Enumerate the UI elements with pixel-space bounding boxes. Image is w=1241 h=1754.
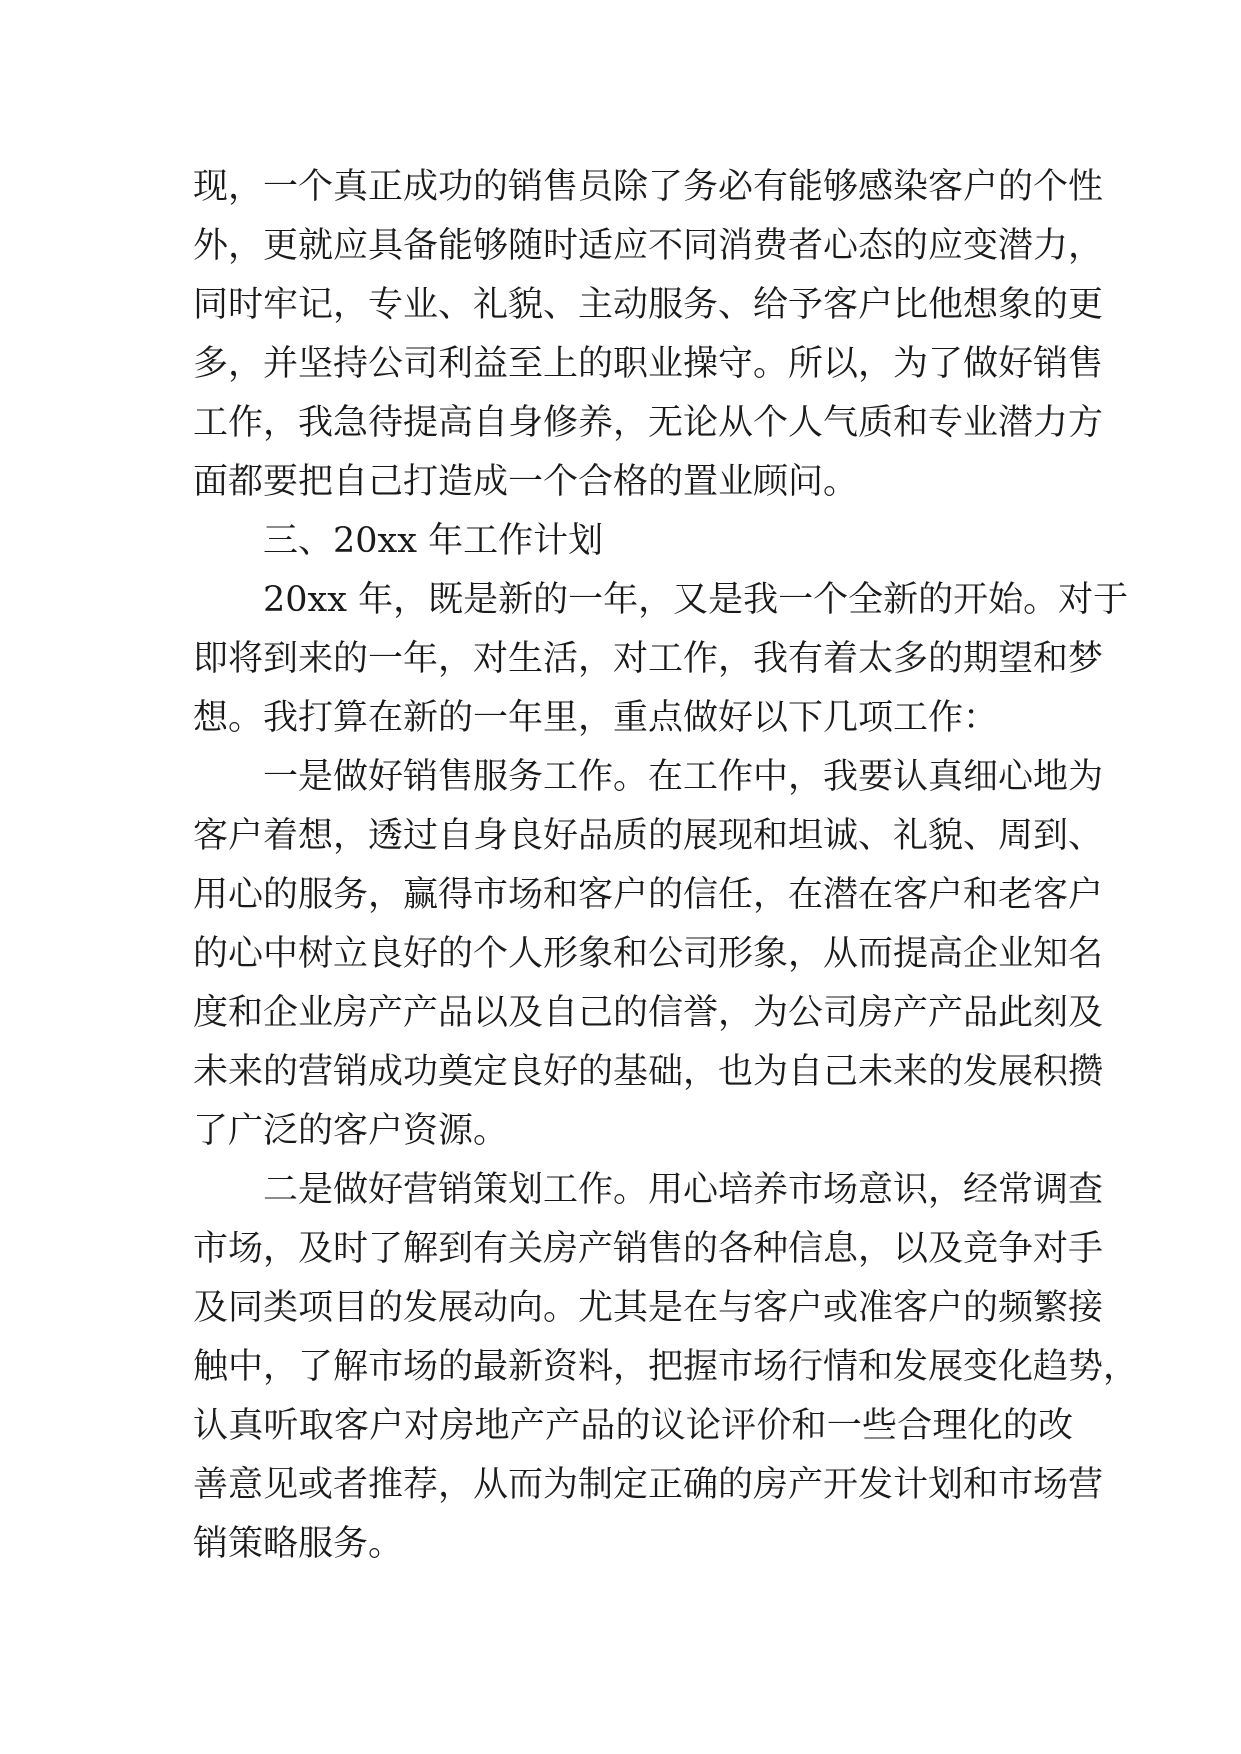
paragraph-line: 工作，我急待提高自身修养，无论从个人气质和专业潜力方 xyxy=(193,403,1104,443)
paragraph-line: 认真听取客户对房地产产品的议论评价和一些合理化的改 xyxy=(193,1406,1073,1446)
paragraph-line: 客户着想，透过自身良好品质的展现和坦诚、礼貌、周到、 xyxy=(193,816,1104,856)
body-text xyxy=(193,158,1139,1574)
paragraph-line: 未来的营销成功奠定良好的基础，也为自己未来的发展积攒 xyxy=(193,1052,1104,1092)
paragraph-line: 一是做好销售服务工作。在工作中，我要认真细心地为 xyxy=(263,757,1104,797)
paragraph-line: 了广泛的客户资源。 xyxy=(193,1111,509,1151)
paragraph-line: 多，并坚持公司利益至上的职业操守。所以，为了做好销售 xyxy=(193,344,1104,384)
paragraph-line: 的心中树立良好的个人形象和公司形象，从而提高企业知名 xyxy=(193,934,1104,974)
paragraph-line: 用心的服务，赢得市场和客户的信任，在潜在客户和老客户 xyxy=(193,875,1104,915)
paragraph-line: 销策略服务。 xyxy=(193,1524,404,1564)
paragraph-line: 二是做好营销策划工作。用心培养市场意识，经常调查 xyxy=(263,1170,1104,1210)
section-heading: 三、20xx 年工作计划 xyxy=(263,521,604,561)
paragraph-line: 及同类项目的发展动向。尤其是在与客户或准客户的频繁接 xyxy=(193,1288,1104,1328)
paragraph-line: 即将到来的一年，对生活，对工作，我有着太多的期望和梦 xyxy=(193,639,1104,679)
paragraph-line: 面都要把自己打造成一个合格的置业顾问。 xyxy=(193,462,859,502)
paragraph-line: 现，一个真正成功的销售员除了务必有能够感染客户的个性 xyxy=(193,167,1104,207)
paragraph-line: 度和企业房产产品以及自己的信誉，为公司房产产品此刻及 xyxy=(193,993,1104,1033)
paragraph-line: 同时牢记，专业、礼貌、主动服务、给予客户比他想象的更 xyxy=(193,285,1104,325)
paragraph-line: 想。我打算在新的一年里，重点做好以下几项工作： xyxy=(193,698,999,738)
paragraph-line: 20xx 年，既是新的一年，又是我一个全新的开始。对于 xyxy=(263,580,1129,620)
paragraph-line: 市场，及时了解到有关房产销售的各种信息，以及竞争对手 xyxy=(193,1229,1104,1269)
paragraph-line: 外，更就应具备能够随时适应不同消费者心态的应变潜力， xyxy=(193,226,1104,266)
paragraph-line: 触中，了解市场的最新资料，把握市场行情和发展变化趋势， xyxy=(193,1347,1139,1387)
paragraph-line: 善意见或者推荐，从而为制定正确的房产开发计划和市场营 xyxy=(193,1465,1104,1505)
